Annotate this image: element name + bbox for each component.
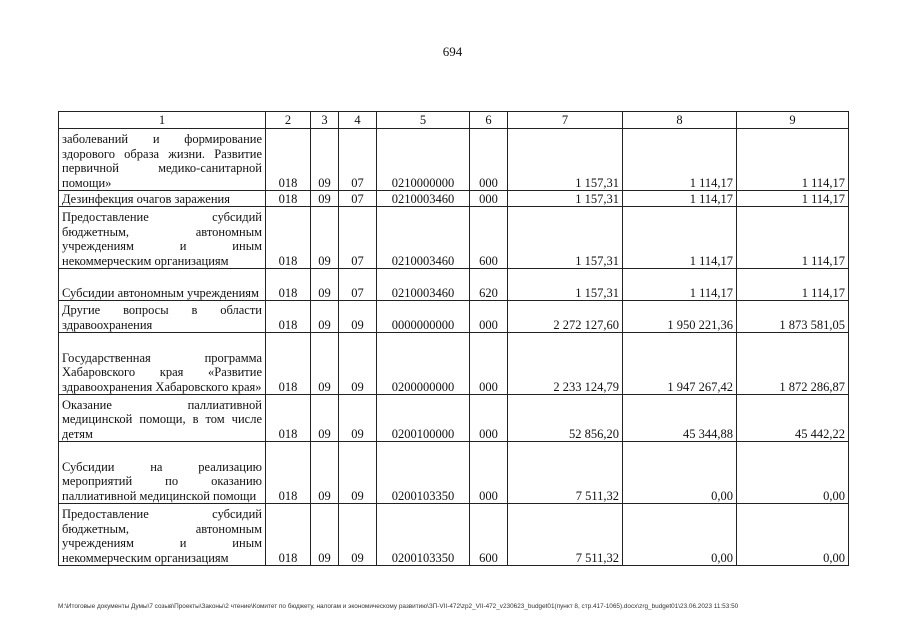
amount-col-8: 1 114,17: [623, 191, 737, 207]
expense-type-code: 600: [470, 504, 508, 566]
table-row: [59, 301, 849, 333]
amount-col-7: 1 157,31: [508, 191, 623, 207]
page-number: 694: [442, 44, 463, 59]
expense-type-code: 000: [470, 442, 508, 504]
ministry-code: 018: [266, 442, 311, 504]
expense-type-code: 000: [470, 191, 508, 207]
amount-col-9: 45 442,22: [737, 395, 849, 442]
subsection-code: 09: [339, 442, 377, 504]
item-name: Предоставление субсидий бюджетным, автономным учреждениям и иным некоммерческим организациям: [59, 207, 266, 269]
column-header: 1: [59, 112, 266, 129]
table-row: [59, 442, 849, 504]
amount-col-7: 2 233 124,79: [508, 333, 623, 395]
table-row: [59, 129, 849, 191]
target-article-code: 0200000000: [377, 333, 470, 395]
target-article-code: 0000000000: [377, 301, 470, 333]
footer-file-path: M:\Итоговые документы Думы\7 созыв\Проекты\Законы\2 чтение\Комитет по бюджету, налогам и экономическому развитию\ЗП-VII-472\zp2_VII-472_v230623_budget01(пункт 8, стр.417-1065).docx\zrg_budget01\23.06.2023 11:53:50: [58, 603, 739, 610]
section-code: 09: [311, 333, 339, 395]
target-article-code: 0210000000: [377, 129, 470, 191]
target-article-code: 0200100000: [377, 395, 470, 442]
ministry-code: 018: [266, 207, 311, 269]
item-name: Субсидии автономным учреждениям: [59, 269, 266, 301]
column-header: 8: [623, 112, 737, 129]
subsection-code: 07: [339, 191, 377, 207]
subsection-code: 07: [339, 269, 377, 301]
table-row: [59, 333, 849, 395]
ministry-code: 018: [266, 269, 311, 301]
amount-col-7: 1 157,31: [508, 129, 623, 191]
section-code: 09: [311, 301, 339, 333]
table-row: [59, 269, 849, 301]
column-header: 2: [266, 112, 311, 129]
amount-col-7: 7 511,32: [508, 504, 623, 566]
amount-col-7: 1 157,31: [508, 207, 623, 269]
target-article-code: 0210003460: [377, 207, 470, 269]
section-code: 09: [311, 269, 339, 301]
amount-col-9: 1 872 286,87: [737, 333, 849, 395]
subsection-code: 09: [339, 504, 377, 566]
amount-col-9: 1 114,17: [737, 191, 849, 207]
ministry-code: 018: [266, 191, 311, 207]
section-code: 09: [311, 395, 339, 442]
amount-col-9: 0,00: [737, 504, 849, 566]
item-name: Предоставление субсидий бюджетным, автономным учреждениям и иным некоммерческим организациям: [59, 504, 266, 566]
item-name: Государственная программа Хабаровского края «Развитие здравоохранения Хабаровского края»: [59, 333, 266, 395]
column-header: 4: [339, 112, 377, 129]
target-article-code: 0200103350: [377, 504, 470, 566]
expense-type-code: 000: [470, 395, 508, 442]
budget-table: [58, 111, 849, 566]
table-row: [59, 191, 849, 207]
ministry-code: 018: [266, 333, 311, 395]
amount-col-7: 2 272 127,60: [508, 301, 623, 333]
subsection-code: 07: [339, 207, 377, 269]
subsection-code: 07: [339, 129, 377, 191]
expense-type-code: 600: [470, 207, 508, 269]
subsection-code: 09: [339, 333, 377, 395]
amount-col-9: 1 114,17: [737, 269, 849, 301]
section-code: 09: [311, 207, 339, 269]
column-header: 6: [470, 112, 508, 129]
amount-col-8: 1 114,17: [623, 129, 737, 191]
table-row: [59, 207, 849, 269]
amount-col-8: 1 950 221,36: [623, 301, 737, 333]
expense-type-code: 000: [470, 129, 508, 191]
ministry-code: 018: [266, 301, 311, 333]
item-name: Субсидии на реализацию мероприятий по оказанию паллиативной медицинской помощи: [59, 442, 266, 504]
subsection-code: 09: [339, 301, 377, 333]
amount-col-7: 1 157,31: [508, 269, 623, 301]
table-row: [59, 504, 849, 566]
item-name: заболеваний и формирование здорового образа жизни. Развитие первичной медико-санитарной помощи»: [59, 129, 266, 191]
expense-type-code: 000: [470, 333, 508, 395]
amount-col-8: 1 114,17: [623, 269, 737, 301]
item-name: Оказание паллиативной медицинской помощи, в том числе детям: [59, 395, 266, 442]
expense-type-code: 000: [470, 301, 508, 333]
target-article-code: 0210003460: [377, 191, 470, 207]
item-name: Другие вопросы в области здравоохранения: [59, 301, 266, 333]
column-number-row: [59, 112, 849, 129]
section-code: 09: [311, 129, 339, 191]
section-code: 09: [311, 442, 339, 504]
item-name: Дезинфекция очагов заражения: [59, 191, 266, 207]
column-header: 3: [311, 112, 339, 129]
section-code: 09: [311, 504, 339, 566]
ministry-code: 018: [266, 395, 311, 442]
amount-col-8: 1 114,17: [623, 207, 737, 269]
amount-col-9: 0,00: [737, 442, 849, 504]
section-code: 09: [311, 191, 339, 207]
expense-type-code: 620: [470, 269, 508, 301]
table-row: [59, 395, 849, 442]
amount-col-8: 0,00: [623, 442, 737, 504]
amount-col-8: 45 344,88: [623, 395, 737, 442]
target-article-code: 0200103350: [377, 442, 470, 504]
column-header: 5: [377, 112, 470, 129]
ministry-code: 018: [266, 504, 311, 566]
target-article-code: 0210003460: [377, 269, 470, 301]
amount-col-9: 1 114,17: [737, 207, 849, 269]
amount-col-9: 1 114,17: [737, 129, 849, 191]
amount-col-7: 7 511,32: [508, 442, 623, 504]
amount-col-9: 1 873 581,05: [737, 301, 849, 333]
amount-col-8: 1 947 267,42: [623, 333, 737, 395]
amount-col-7: 52 856,20: [508, 395, 623, 442]
amount-col-8: 0,00: [623, 504, 737, 566]
ministry-code: 018: [266, 129, 311, 191]
column-header: 9: [737, 112, 849, 129]
column-header: 7: [508, 112, 623, 129]
subsection-code: 09: [339, 395, 377, 442]
